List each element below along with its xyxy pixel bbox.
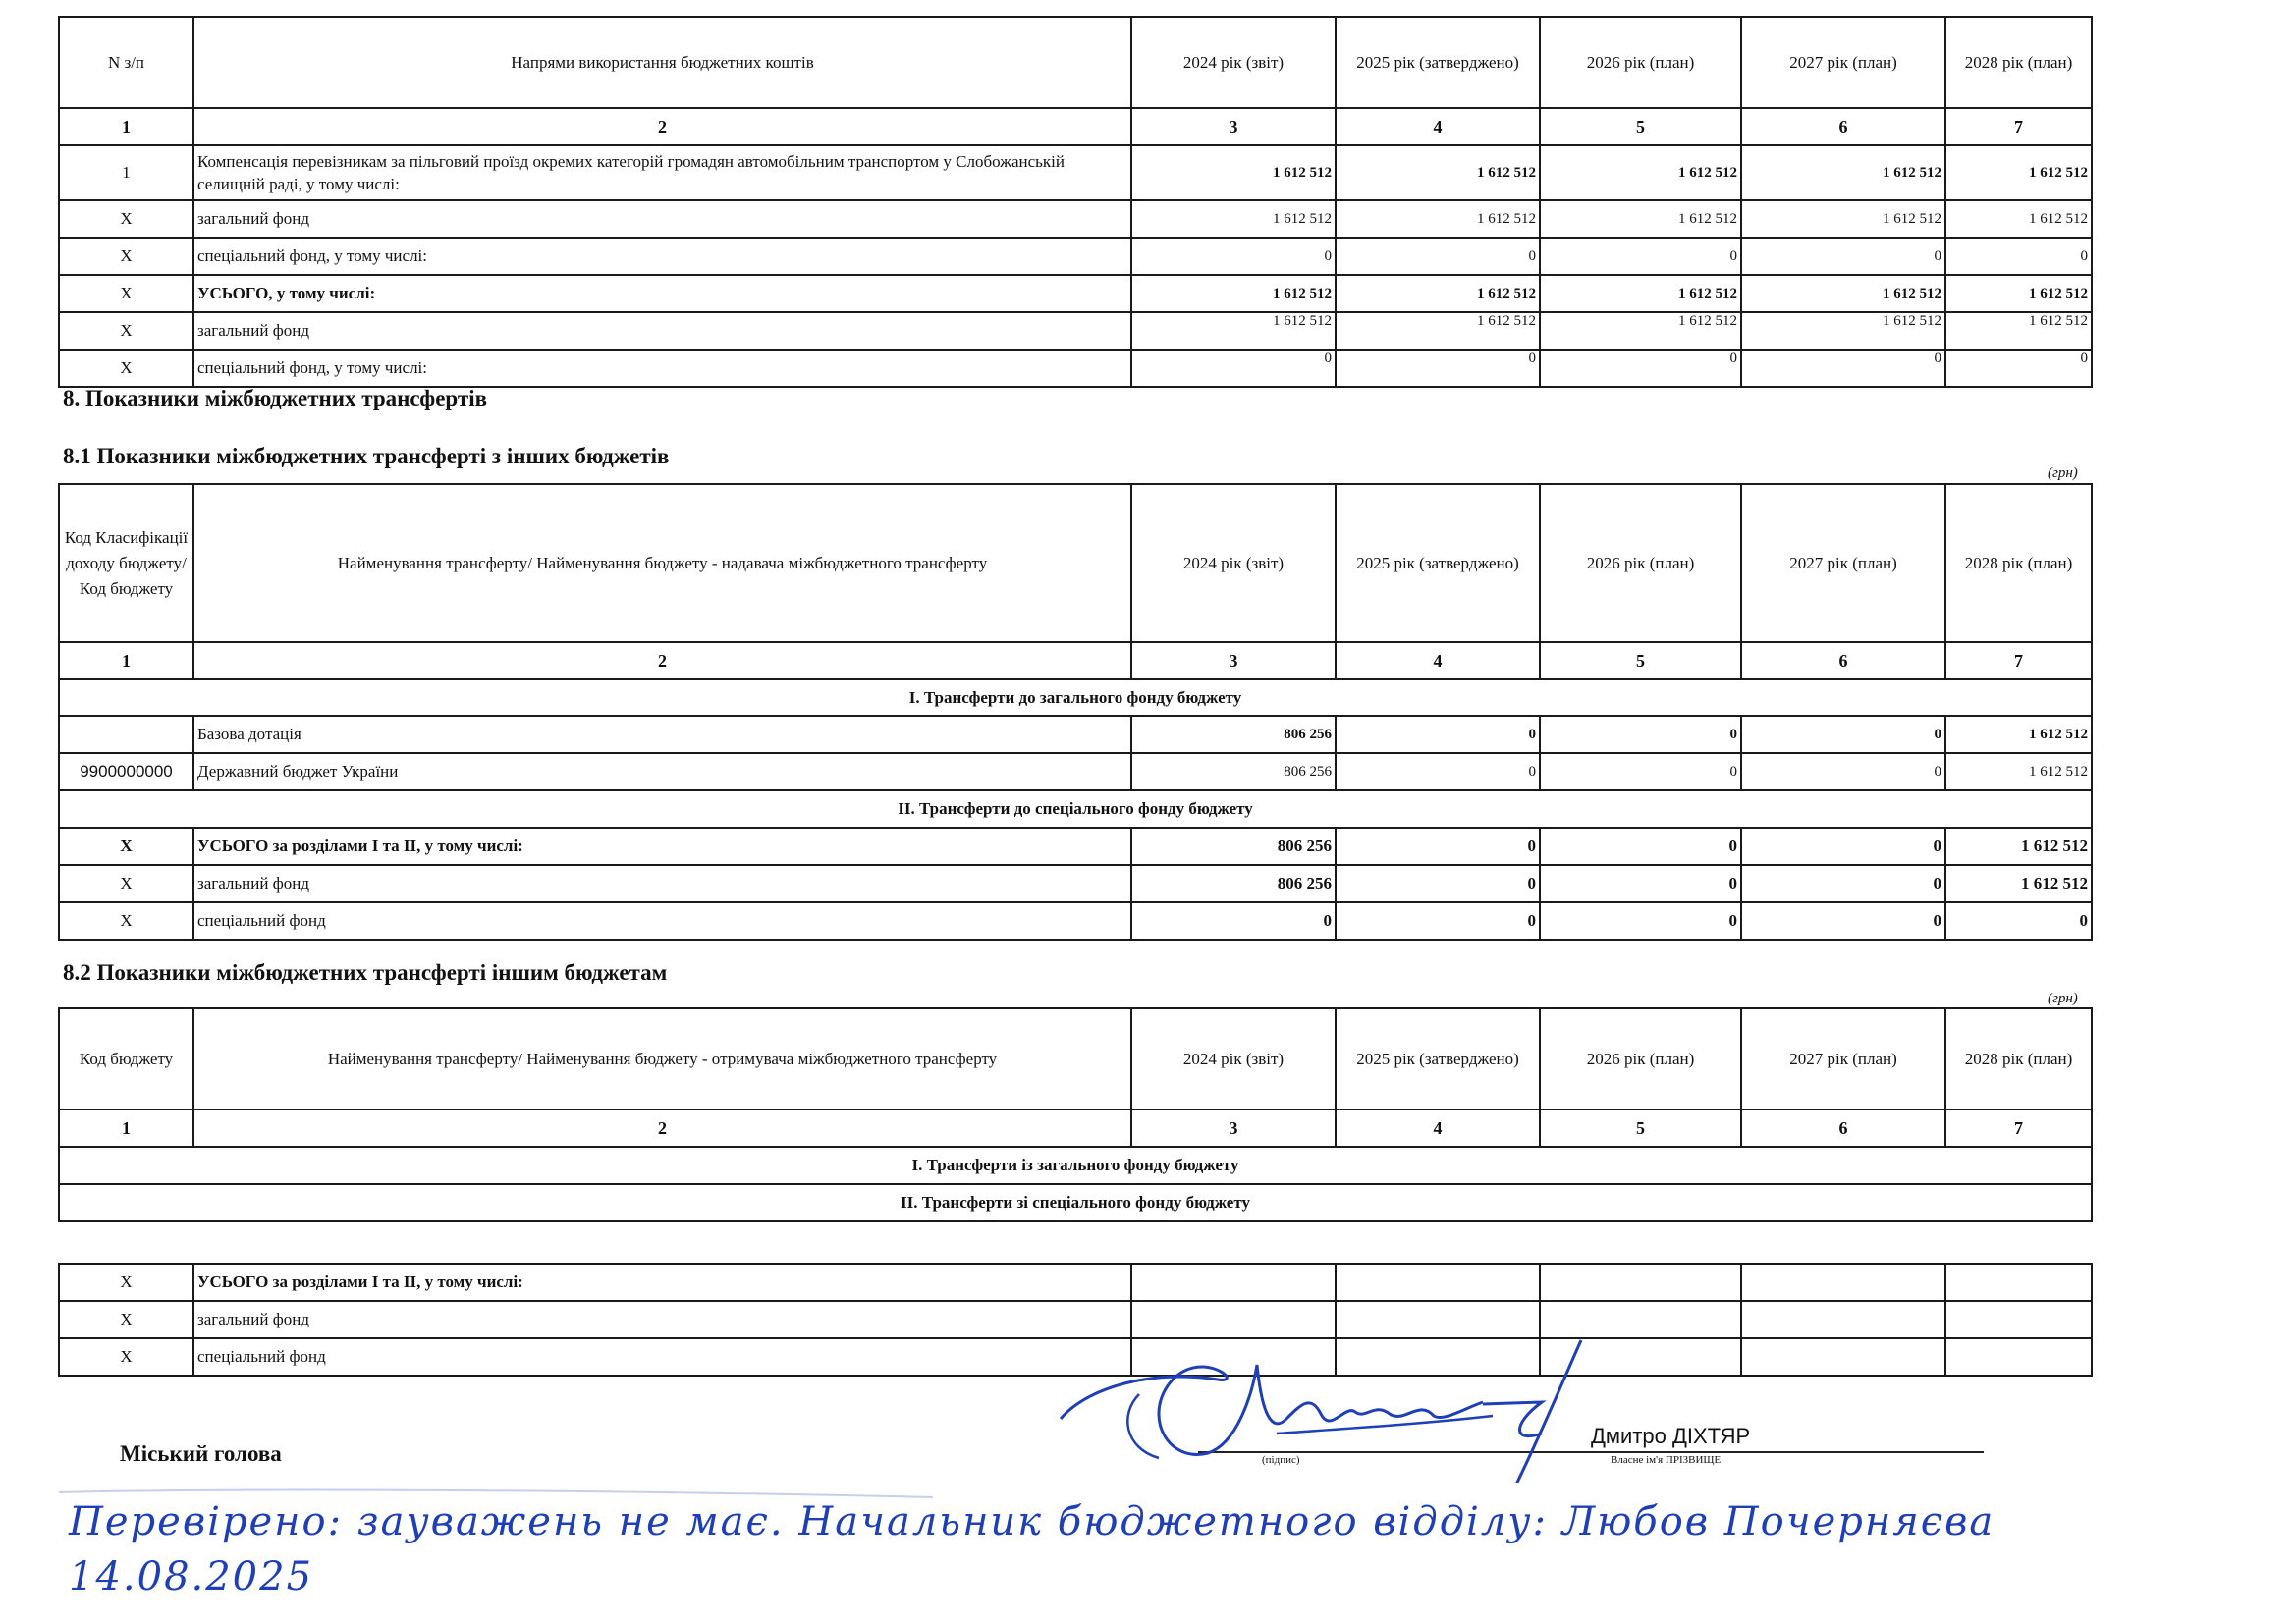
cell-value: 0: [1741, 716, 1945, 753]
cell-value: 1 612 512: [1131, 312, 1336, 350]
cell-value: [1336, 1264, 1540, 1301]
col-2024-header: 2024 рік (звіт): [1131, 484, 1336, 642]
signatory-title: Міський голова: [120, 1441, 282, 1466]
cell-value: 806 256: [1131, 828, 1336, 865]
col-2027-header: 2027 рік (план): [1741, 484, 1945, 642]
colnum: 6: [1741, 108, 1945, 145]
cell-value: [1540, 1264, 1741, 1301]
row-code: X: [59, 865, 193, 902]
cell-value: 1 612 512: [1131, 145, 1336, 200]
cell-value: 1 612 512: [1945, 275, 2092, 312]
row-label: Державний бюджет України: [193, 753, 1131, 790]
cell-value: 0: [1945, 902, 2092, 940]
cell-value: 0: [1945, 238, 2092, 275]
cell-value: 0: [1741, 350, 1945, 387]
unit-label: (грн): [2048, 465, 2078, 481]
table-row: [59, 902, 2092, 940]
col-code-header: Код Класифікації доходу бюджету/Код бюджету: [59, 484, 193, 642]
col-name-header: Найменування трансферту/ Найменування бюджету - надавача міжбюджетного трансферту: [193, 484, 1131, 642]
cell-value: 806 256: [1131, 716, 1336, 753]
colnum: 1: [59, 1109, 193, 1147]
cell-value: [1741, 1301, 1945, 1338]
table-row: [59, 716, 2092, 753]
col-name-header: Найменування трансферту/ Найменування бюджету - отримувача міжбюджетного трансферту: [193, 1008, 1131, 1109]
colnum: 1: [59, 642, 193, 679]
colnum: 3: [1131, 1109, 1336, 1147]
section-row: [59, 1184, 2092, 1221]
cell-value: 1 612 512: [1741, 200, 1945, 238]
col-2028-header: 2028 рік (план): [1945, 17, 2092, 108]
col-2028-header: 2028 рік (план): [1945, 1008, 2092, 1109]
row-code: 9900000000: [59, 753, 193, 790]
col-2025-header: 2025 рік (затверджено): [1336, 484, 1540, 642]
row-label: Базова дотація: [193, 716, 1131, 753]
cell-value: 0: [1336, 902, 1540, 940]
table-row: [59, 350, 2092, 387]
colnum: 5: [1540, 1109, 1741, 1147]
cell-value: 1 612 512: [1741, 145, 1945, 200]
cell-value: 1 612 512: [1540, 145, 1741, 200]
section-1-label: I. Трансферти до загального фонду бюджету: [59, 679, 2092, 716]
row-number: X: [59, 238, 193, 275]
row-code: X: [59, 1264, 193, 1301]
row-label: УСЬОГО за розділами І та ІІ, у тому числі:: [193, 1264, 1131, 1301]
cell-value: 0: [1540, 865, 1741, 902]
cell-value: 0: [1540, 350, 1741, 387]
section-2-label: II. Трансферти до спеціального фонду бюджету: [59, 790, 2092, 828]
cell-value: 0: [1336, 753, 1540, 790]
cell-value: 0: [1131, 238, 1336, 275]
cell-value: 1 612 512: [1540, 200, 1741, 238]
col-2026-header: 2026 рік (план): [1540, 484, 1741, 642]
cell-value: 0: [1540, 828, 1741, 865]
colnum: 3: [1131, 642, 1336, 679]
section-1-label: I. Трансферти із загального фонду бюджету: [59, 1147, 2092, 1184]
section-8-1-title: 8.1 Показники міжбюджетних трансферті з інших бюджетів: [63, 444, 670, 468]
cell-value: 0: [1336, 865, 1540, 902]
col-2025-header: 2025 рік (затверджено): [1336, 1008, 1540, 1109]
row-label: загальний фонд: [193, 312, 1131, 350]
table-row: [59, 312, 2092, 350]
signatory-name: Дмитро ДІХТЯР: [1591, 1424, 1751, 1448]
section-8-title: 8. Показники міжбюджетних трансфертів: [63, 386, 488, 410]
transfers-out-table: [58, 1007, 2093, 1222]
handwritten-text: Перевірено: зауважень не має. Начальник бюджетного відділу: Любов Почерняєва 14.08.2025: [69, 1499, 1995, 1599]
column-number-row: [59, 108, 2092, 145]
section-row: [59, 679, 2092, 716]
cell-value: 1 612 512: [1945, 865, 2092, 902]
cell-value: 1 612 512: [1945, 753, 2092, 790]
col-direction-header: Напрями використання бюджетних коштів: [193, 17, 1131, 108]
cell-value: 1 612 512: [1945, 828, 2092, 865]
cell-value: 0: [1336, 716, 1540, 753]
colnum: 7: [1945, 108, 2092, 145]
cell-value: [1945, 1264, 2092, 1301]
section-row: [59, 1147, 2092, 1184]
cell-value: [1131, 1264, 1336, 1301]
col-code-header: Код бюджету: [59, 1008, 193, 1109]
row-number: X: [59, 312, 193, 350]
cell-value: 0: [1540, 238, 1741, 275]
colnum: 1: [59, 108, 193, 145]
table-header-row: [59, 17, 2092, 108]
cell-value: 0: [1741, 753, 1945, 790]
col-2024-header: 2024 рік (звіт): [1131, 17, 1336, 108]
row-number: 1: [59, 145, 193, 200]
row-code: [59, 716, 193, 753]
colnum: 7: [1945, 642, 2092, 679]
cell-value: 0: [1741, 865, 1945, 902]
row-code: X: [59, 1338, 193, 1376]
cell-value: 1 612 512: [1945, 716, 2092, 753]
cell-value: 1 612 512: [1336, 200, 1540, 238]
col-n-header: N з/п: [59, 17, 193, 108]
colnum: 2: [193, 642, 1131, 679]
row-label: спеціальний фонд: [193, 1338, 1131, 1376]
table-row: [59, 275, 2092, 312]
table-header-row: [59, 1008, 2092, 1109]
section-8-2-title: 8.2 Показники міжбюджетних трансферті іншим бюджетам: [63, 960, 668, 985]
transfers-in-table: [58, 483, 2093, 941]
table-row: [59, 1264, 2092, 1301]
row-label: спеціальний фонд, у тому числі:: [193, 350, 1131, 387]
colnum: 5: [1540, 642, 1741, 679]
col-2026-header: 2026 рік (план): [1540, 17, 1741, 108]
table-row: [59, 145, 2092, 200]
cell-value: 0: [1131, 902, 1336, 940]
section-2-label: II. Трансферти зі спеціального фонду бюджету: [59, 1184, 2092, 1221]
row-label: спеціальний фонд: [193, 902, 1131, 940]
cell-value: 1 612 512: [1336, 145, 1540, 200]
cell-value: 1 612 512: [1131, 200, 1336, 238]
row-label: загальний фонд: [193, 865, 1131, 902]
handwritten-approval-note: [49, 1473, 2259, 1610]
cell-value: 0: [1540, 753, 1741, 790]
cell-value: 0: [1540, 716, 1741, 753]
cell-value: [1945, 1301, 2092, 1338]
cell-value: [1741, 1264, 1945, 1301]
row-label: спеціальний фонд, у тому числі:: [193, 238, 1131, 275]
cell-value: 806 256: [1131, 753, 1336, 790]
unit-label: (грн): [2048, 991, 2078, 1006]
cell-value: 1 612 512: [1945, 145, 2092, 200]
signature-caption: (підпис): [1262, 1454, 1300, 1466]
row-number: X: [59, 350, 193, 387]
colnum: 2: [193, 108, 1131, 145]
cell-value: 1 612 512: [1741, 312, 1945, 350]
row-label: загальний фонд: [193, 200, 1131, 238]
col-2028-header: 2028 рік (план): [1945, 484, 2092, 642]
table-header-row: [59, 484, 2092, 642]
colnum: 4: [1336, 642, 1540, 679]
colnum: 4: [1336, 1109, 1540, 1147]
cell-value: [1945, 1338, 2092, 1376]
colnum: 3: [1131, 108, 1336, 145]
cell-value: 1 612 512: [1336, 275, 1540, 312]
cell-value: 0: [1945, 350, 2092, 387]
col-2027-header: 2027 рік (план): [1741, 17, 1945, 108]
table-row: [59, 865, 2092, 902]
cell-value: 1 612 512: [1336, 312, 1540, 350]
col-2026-header: 2026 рік (план): [1540, 1008, 1741, 1109]
colnum: 6: [1741, 642, 1945, 679]
colnum: 4: [1336, 108, 1540, 145]
cell-value: 0: [1741, 238, 1945, 275]
row-label: УСЬОГО, у тому числі:: [193, 275, 1131, 312]
cell-value: 806 256: [1131, 865, 1336, 902]
cell-value: 0: [1540, 902, 1741, 940]
colnum: 6: [1741, 1109, 1945, 1147]
column-number-row: [59, 642, 2092, 679]
col-2025-header: 2025 рік (затверджено): [1336, 17, 1540, 108]
cell-value: 1 612 512: [1131, 275, 1336, 312]
table-row: [59, 753, 2092, 790]
row-code: X: [59, 828, 193, 865]
table-row: [59, 200, 2092, 238]
cell-value: 1 612 512: [1945, 200, 2092, 238]
table-row: [59, 238, 2092, 275]
cell-value: [1741, 1338, 1945, 1376]
section-row: [59, 790, 2092, 828]
column-number-row: [59, 1109, 2092, 1147]
cell-value: 1 612 512: [1540, 275, 1741, 312]
cell-value: 0: [1336, 350, 1540, 387]
cell-value: 1 612 512: [1540, 312, 1741, 350]
col-2027-header: 2027 рік (план): [1741, 1008, 1945, 1109]
cell-value: 0: [1741, 828, 1945, 865]
cell-value: 0: [1131, 350, 1336, 387]
col-2024-header: 2024 рік (звіт): [1131, 1008, 1336, 1109]
row-number: X: [59, 275, 193, 312]
row-code: X: [59, 1301, 193, 1338]
row-code: X: [59, 902, 193, 940]
cell-value: 0: [1741, 902, 1945, 940]
row-label: загальний фонд: [193, 1301, 1131, 1338]
row-label: УСЬОГО за розділами І та ІІ, у тому числі:: [193, 828, 1131, 865]
cell-value: 0: [1336, 238, 1540, 275]
table-row: [59, 828, 2092, 865]
colnum: 7: [1945, 1109, 2092, 1147]
colnum: 2: [193, 1109, 1131, 1147]
name-caption: Власне ім'я ПРІЗВИЩЕ: [1611, 1454, 1722, 1466]
colnum: 5: [1540, 108, 1741, 145]
cell-value: 1 612 512: [1945, 312, 2092, 350]
handwritten-signature: [1051, 1325, 1601, 1483]
cell-value: 1 612 512: [1741, 275, 1945, 312]
row-number: X: [59, 200, 193, 238]
expenditure-table: [58, 16, 2093, 388]
row-label: Компенсація перевізникам за пільговий проїзд окремих категорій громадян автомобільним транспортом у Слобожанській селищній раді, у тому числі:: [193, 145, 1131, 200]
cell-value: 0: [1336, 828, 1540, 865]
